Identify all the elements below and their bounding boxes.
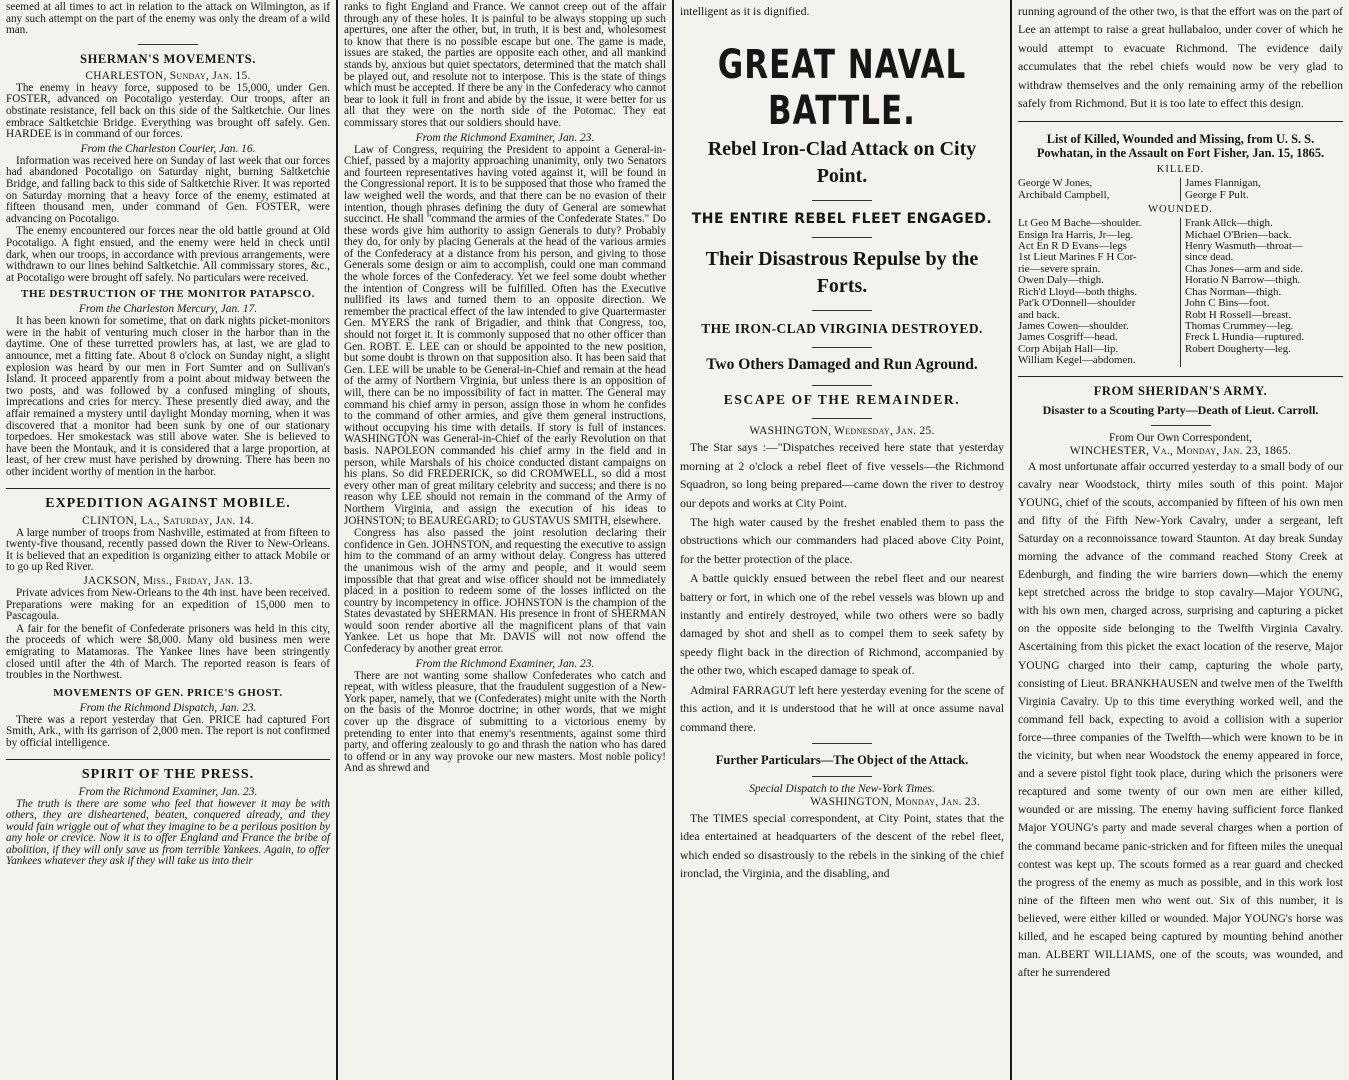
- source-line: From the Richmond Examiner, Jan. 23.: [415, 131, 595, 144]
- list-item: Rich'd Lloyd—both thighs.: [1018, 286, 1138, 298]
- source-line: Special Dispatch to the New-York Times.: [749, 782, 935, 795]
- paragraph: It has been known for sometime, that on dark nights picket-monitors were in the habit of venturing much closer in the harbor than in the daytime. One of these turretted prowlers has, at last, we are glad to announce, met a fitting fate. About 8 o'clock on Sunday night, a slight explosion was heard by our men in Fort Sumter and on Sullivan's Island. It proceed apparently from a point about midway between the two posts, and was followed by a confused mingling of shouts, imprecations and cries for mercy. These presently died away, and the affair remained a mystery until daylight Monday morning, when it was discovered that a monitor had been sunk by one of our stationary torpedoes. Her smokestack was still above water. She is believed to have been the Montauk, and it is considered that a large proportion, at least, of her crew must have perished by drowning. There has been no other incident worthy of mention in the harbor.: [6, 315, 330, 478]
- list-item: Thomas Crummey—leg.: [1185, 320, 1294, 332]
- list-item: Corp Abijah Hall—lip.: [1018, 343, 1119, 355]
- list-item: James Cowen—shoulder.: [1018, 320, 1129, 332]
- headline-patapsco: THE DESTRUCTION OF THE MONITOR PATAPSCO.: [21, 288, 315, 301]
- paragraph: Law of Congress, requiring the President to appoint a General-in-Chief, passed by a majority approaching unanimity, only two Senators and fourteen representatives having voted against it, will be found in the Congressional report. It is to be supposed that those who framed the law weighed well the words, and that there can be no evasion of their intention, though phrases defining the duty of General are somewhat succinct. He shall "command the armies of the Confederate States." Do these words give him authority to assign Generals to duty? Probably they do, for only by placing Generals at the head of the various armies of the Confederacy at a distance from his person, and giving to those Generals some design or aim to accomplish, could one man command the whole forces of the Confederacy. Yet we feel some doubt whether the intention of Congress will be fulfilled. Often has the Executive nullified its laws and turned them to an opposite direction. We remember the practical effect of the law intended to give Quartermaster Gen. MYERS the rank of Brigadier, and think that Congress, too, should not forget it. It is commonly supposed that no other officer than Gen. ROBT. E. LEE can or should be appointed to the new position, but some doubt is thrown on that supposition also. It has been said that Gen. LEE will be unable to be General-in-Chief and remain at the head of the army of Northern Virginia, but unless there is an opposition of will, there can be no impossibility of fact in matter. The General may command his chief army in person, assign those in whom he confides to the command of other armies, and give them general instructions, without occupying his time with details. If story is full of instances. WASHINGTON was General-in-Chief of the early Revolution on that basis. NAPOLEON commanded his chief army in the field and in person, while Marshals of his choice conducted distant campaigns on his plans. So did FREDERICK, so did CROMWELL, so did a most every other man of great military celebrity and success; and there is no reason why LEE should not remain in the command of the Army of Northern Virginia, and assign the execution of his ideas to JOHNSTON; to BEAUREGARD; to GUSTAVUS SMITH, elsewhere.: [344, 143, 666, 527]
- dateline: JACKSON, Miss., Friday, Jan. 13.: [83, 574, 253, 587]
- list-item: Lt Geo M Bache—shoulder.: [1018, 218, 1142, 230]
- paragraph: The high water caused by the freshet enabled them to pass the obstructions which our commanders had placed above City Point, for the better protection of the place.: [680, 515, 1004, 566]
- dateline: WASHINGTON, Monday, Jan. 23.: [810, 795, 980, 808]
- list-item: rie—severe sprain.: [1018, 263, 1101, 275]
- divider: [812, 743, 872, 744]
- paragraph: The enemy in heavy force, supposed to be 15,000, under Gen. FOSTER, advanced on Pocotaligo yesterday. Our troops, after an obstinate resistance, fell back on this side of the Saltketchie. Our lines embrace Saltketchie Bridge. Everything was brought off safely. Gen. HARDEE is in command of our forces.: [6, 81, 330, 141]
- headline-sheridan: FROM SHERIDAN'S ARMY.: [1093, 383, 1268, 398]
- list-item: 1st Lieut Marines F H Cor-: [1018, 252, 1137, 264]
- article-continuation: seemed at all times to act in relation to the attack on Wilmington, as if any such attempt on the part of the enemy was only the dream of a wild man.: [6, 1, 330, 37]
- list-column: [1180, 178, 1343, 201]
- divider: [812, 310, 872, 311]
- list-column: [1180, 218, 1343, 366]
- headline-deck: ESCAPE OF THE REMAINDER.: [723, 392, 961, 408]
- divider: [6, 759, 330, 760]
- headline-mobile: EXPEDITION AGAINST MOBILE.: [45, 495, 291, 511]
- paragraph: A battle quickly ensued between the rebel fleet and our nearest battery or fort, in which one of the rebel vessels was blown up and instantly and entirely destroyed, while two others were so badly damaged by shot and shell as to compel them to seek safety by speedy flight back in the direction of Richmond, accompanied by the other two, which escaped damage to speak of.: [680, 571, 1004, 678]
- headline-deck: Their Disastrous Repulse by the Forts.: [705, 248, 979, 298]
- column-3: [674, 0, 1010, 1080]
- dateline: CHARLESTON, Sunday, Jan. 15.: [85, 69, 251, 82]
- column-4: [1012, 0, 1349, 1080]
- paragraph: A fair for the benefit of Confederate prisoners was held in this city, the proceeds of which were $8,000. Many old business men were emigrating to Matamoras. The Yankee lines have been stringently closed until after the 4th of March. The reported reason is fears of troubles in the Northwest.: [6, 622, 330, 682]
- casualty-list-title: List of Killed, Wounded and Missing, from U. S. S. Powhatan, in the Assault on Fort Fisher, Jan. 15, 1865.: [1036, 132, 1325, 161]
- paragraph: A large number of troops from Nashville, estimated at from fifteen to twenty-five thousand, recently passed down the River to New-Orleans. It is believed that an expedition is organizing either to attack Mobile or to go up Red River.: [6, 526, 330, 574]
- list-item: Ensign Ira Harris, Jr—leg.: [1018, 229, 1134, 241]
- paragraph: The enemy encountered our forces near the old battle ground at Old Pocotaligo. A fight ensued, and the enemy were held in check until dark, when our troops, in accordance with previous arrangements, were withdrawn to our lines behind Saltketchie. All commissary stores, &c., at Pocotaligo were brought off safely. No particulars were received.: [6, 225, 330, 284]
- list-item: John C Bins—foot.: [1185, 298, 1270, 310]
- paragraph: There are not wanting some shallow Confederates who catch and repeat, with witless pleasure, that the fraudulent suggestion of a New-York paper, namely, that we (Confederates) might unite with the North on the basis of the Monroe doctrine; in other words, that we might cover up the disgrace of submitting to a victorious enemy by pretending to enter into that enemy's resentments, against some third party, and offering zealously to go and thrash the nation who has dared to offend or in any way provoke our new masters. Most noble policy! And as shrewd and: [344, 669, 666, 775]
- divider: [6, 488, 330, 489]
- list-item: Horatio N Barrow—thigh.: [1185, 275, 1301, 287]
- list-label-killed: KILLED.: [1156, 164, 1205, 176]
- list-item: William Kegel—abdomen.: [1018, 355, 1136, 367]
- headline-deck: Two Others Damaged and Run Aground.: [706, 356, 978, 374]
- divider: [812, 347, 872, 348]
- article-continuation: ranks to fight England and France. We cannot creep out of the affair through any of these holes. It is painful to be always stopping up such apertures, one after the other, but, in truth, it is best and, wholesomest to know that there is no possible escape but one. The game is made, issues are staked, the parties are opposite each other, and all mankind stands by, anxious but quiet spectators, determined that the match shall be played out, and resolute not to interpose. This is the state of things which must be accepted. If there be any in the Confederacy who cannot bear to look it full in front and abide by the issue, it were better for us all that they were on the north side of the Potomac. They eat commissary stores that our soldiers should have.: [344, 1, 666, 129]
- list-item: Chas Jones—arm and side.: [1185, 263, 1303, 275]
- column-2: [338, 0, 672, 1080]
- main-headline: GREAT NAVAL BATTLE.: [717, 42, 967, 135]
- list-item: Chas Norman—thigh.: [1185, 286, 1282, 298]
- list-item: and back.: [1018, 309, 1060, 321]
- list-label-wounded: WOUNDED.: [1148, 204, 1213, 216]
- paragraph: The truth is there are some who feel that however it may be with others, they are disheartened, beaten, conquered already, and they would fain wriggle out of what they imagine to be a perilous position by any hole or crevice. Now it is to offer England and France the bribe of abolition, if they will only save us from terrible Yankees. Again, to offer Yankees whatever they ask if they will take us into their: [6, 797, 330, 868]
- headline-sherman: SHERMAN'S MOVEMENTS.: [80, 51, 256, 66]
- dateline: WINCHESTER, Va., Monday, Jan. 23, 1865.: [1069, 444, 1292, 457]
- paragraph: Congress has also passed the joint resolution declaring their confidence in Gen. JOHNSTON, and requesting the executive to assign him to the command of an army without delay. Congress has uttered the unanimous wish of the army and people, and it would seem impossible that that great and wise officer should not be immediately placed in a position to redeem some of the losses inflicted on the country by incompetency in office. JOHNSTON is the champion of the States devastated by SHERMAN. His presence in front of SHERMAN would soon render abortive all the magnificent plans of that vain Yankee. Let us hope that Mr. DAVIS will not now offend the Confederacy by another great error.: [344, 527, 666, 656]
- list-item: Michael O'Brien—back.: [1185, 229, 1292, 241]
- source-line: From the Charleston Courier, Jan. 16.: [80, 142, 256, 155]
- headline-deck: THE IRON-CLAD VIRGINIA DESTROYED.: [701, 321, 983, 337]
- divider: [812, 418, 872, 419]
- list-item: Robert Dougherty—leg.: [1185, 343, 1291, 355]
- list-item: Henry Wasmuth—throat—: [1185, 241, 1303, 253]
- source-line: From the Richmond Dispatch, Jan. 23.: [79, 701, 257, 714]
- list-item: George W Jones,: [1018, 178, 1093, 190]
- source-line: From the Richmond Examiner, Jan. 23.: [415, 657, 595, 670]
- list-column: [1018, 218, 1176, 366]
- list-item: Freck L Hundia—ruptured.: [1185, 332, 1305, 344]
- headline-spirit: SPIRIT OF THE PRESS.: [81, 766, 255, 782]
- divider: [1018, 121, 1343, 122]
- list-item: Pat'k O'Donnell—shoulder: [1018, 298, 1136, 310]
- headline-price: MOVEMENTS OF GEN. PRICE'S GHOST.: [53, 686, 283, 699]
- list-column: [1018, 178, 1176, 201]
- dateline: WASHINGTON, Wednesday, Jan. 25.: [749, 425, 935, 438]
- list-item: Archibald Campbell,: [1018, 189, 1110, 201]
- paragraph: A most unfortunate affair occurred yesterday to a small body of our cavalry near Woodstock, thirty miles south of this point. Major YOUNG, chief of the scouts, accompanied by fifteen of his own men and fifty of the Fifth New-York Cavalry, under a sergeant, left Saturday on a reconnoissance toward Staunton. At day break Sunday morning the advance of the command reached Stony Creek at Edenburgh, and finding the wire barriers down—which the enemy kept stretched across the bridge to stop cavalry—Major YOUNG, with his own men, charged across, surprising and capturing a picket on the opposite side belonging to the Twelfth Virginia Cavalry. Ascertaining from this picket the exact location of the reserve, Major YOUNG charged into their camp, capturing the whole party, consisting of Lieut. BRANKHAUSEN and twelve men of the Twelfth Virginia Cavalry. Up to this time everything worked well, and the command fell back, expecting to avoid a collision with a superior force—three companies of the Twelfth—which were known to be in the vicinity, but when near Woodstock the enemy appeared in force, and a severe pistol fight took place, during which the prisoners were recaptured and some twenty of our own men are either killed, wounded or are missing. The enemy having sufficient force flanked Major YOUNG's party and made several charges when a portion of the command became panic-stricken and for fifteen miles the unequal contest was kept up. The scouts formed as a rear guard and checked the progress of the enemy as much as possible, and in this work lost nine of the fifteen men who went out. Six of this number, it is believed, were either killed or wounded. Major YOUNG's horse was killed, and he escaped being captured by mounting behind another man. ALBERT WILLIAMS, one of the scouts, was wounded, and after he surrendered: [1018, 460, 1343, 980]
- wounded-list: [1018, 218, 1343, 366]
- source-line: From the Richmond Examiner, Jan. 23.: [78, 785, 258, 798]
- source-line: From Our Own Correspondent,: [1108, 431, 1252, 444]
- headline-deck: Disaster to a Scouting Party—Death of Lieut. Carroll.: [1042, 402, 1319, 417]
- paragraph: Information was received here on Sunday of last week that our forces had abandoned Pocotaligo on Saturday night, burning Saltketchie Bridge, and falling back to this side of Saltketchie River. It was reported on Saturday morning that a heavy force of the enemy, estimated at fifteen thousand men, under command of Gen. FOSTER, were advancing on Pocotaligo.: [6, 154, 330, 225]
- divider: [812, 385, 872, 386]
- article-continuation: running aground of the other two, is that the effort was on the part of Lee an attempt to raise a great hullabaloo, under cover of which he would attempt to evacuate Richmond. The evidence daily accumulates that the rebel chiefs would now be very glad to withdraw themselves and the only remaining army of the rebellion safely from Richmond. But it is too late to effect this design.: [1018, 4, 1343, 111]
- headline-deck: THE ENTIRE REBEL FLEET ENGAGED.: [691, 211, 993, 228]
- headline-deck: Rebel Iron-Clad Attack on City Point.: [707, 138, 977, 188]
- dateline: CLINTON, La., Saturday, Jan. 14.: [82, 514, 254, 527]
- list-item: Act En R D Evans—legs: [1018, 241, 1127, 253]
- column-1: [0, 0, 336, 1080]
- list-item: since dead.: [1185, 252, 1234, 264]
- list-item: Owen Daly—thigh.: [1018, 275, 1104, 287]
- divider: [1018, 376, 1343, 377]
- divider: [812, 237, 872, 238]
- divider: [812, 776, 872, 777]
- subheadline: Further Particulars—The Object of the Attack.: [715, 752, 969, 767]
- list-item: George F Pult.: [1185, 189, 1249, 201]
- paragraph: The Star says :—"Dispatches received here state that yesterday morning at 2 o'clock a rebel fleet of five vessels—the Richmond Squadron, so long being prepared—came down the river to destroy our depots and works at City Point.: [680, 440, 1004, 510]
- killed-list: [1018, 178, 1343, 201]
- divider: [812, 200, 872, 201]
- list-item: Robt H Rossell—breast.: [1185, 309, 1292, 321]
- article-continuation: intelligent as it is dignified.: [680, 4, 810, 18]
- divider: [138, 44, 198, 45]
- paragraph: Admiral FARRAGUT left here yesterday evening for the scene of this action, and it is understood that he will at once assume naval command there.: [680, 682, 1004, 734]
- paragraph: The TIMES special correspondent, at City Point, states that the idea entertained at headquarters of the descent of the rebel fleet, which ended so disastrously to the rebels in the sinking of the chief ironclad, the Virginia, and the disabling, and: [680, 810, 1004, 881]
- paragraph: Private advices from New-Orleans to the 4th inst. have been received. Preparations were making for an expedition of 15,000 men to Pascagoula.: [6, 586, 330, 623]
- divider: [1151, 425, 1211, 426]
- list-item: James Flannigan,: [1185, 178, 1261, 190]
- list-item: James Cosgriff—head.: [1018, 332, 1118, 344]
- list-item: Frank Allck—thigh.: [1185, 218, 1273, 230]
- paragraph: There was a report yesterday that Gen. PRICE had captured Fort Smith, Ark., with its garrison of 2,000 men. The report is not confirmed by official intelligence.: [6, 713, 330, 749]
- source-line: From the Charleston Mercury, Jan. 17.: [78, 303, 258, 316]
